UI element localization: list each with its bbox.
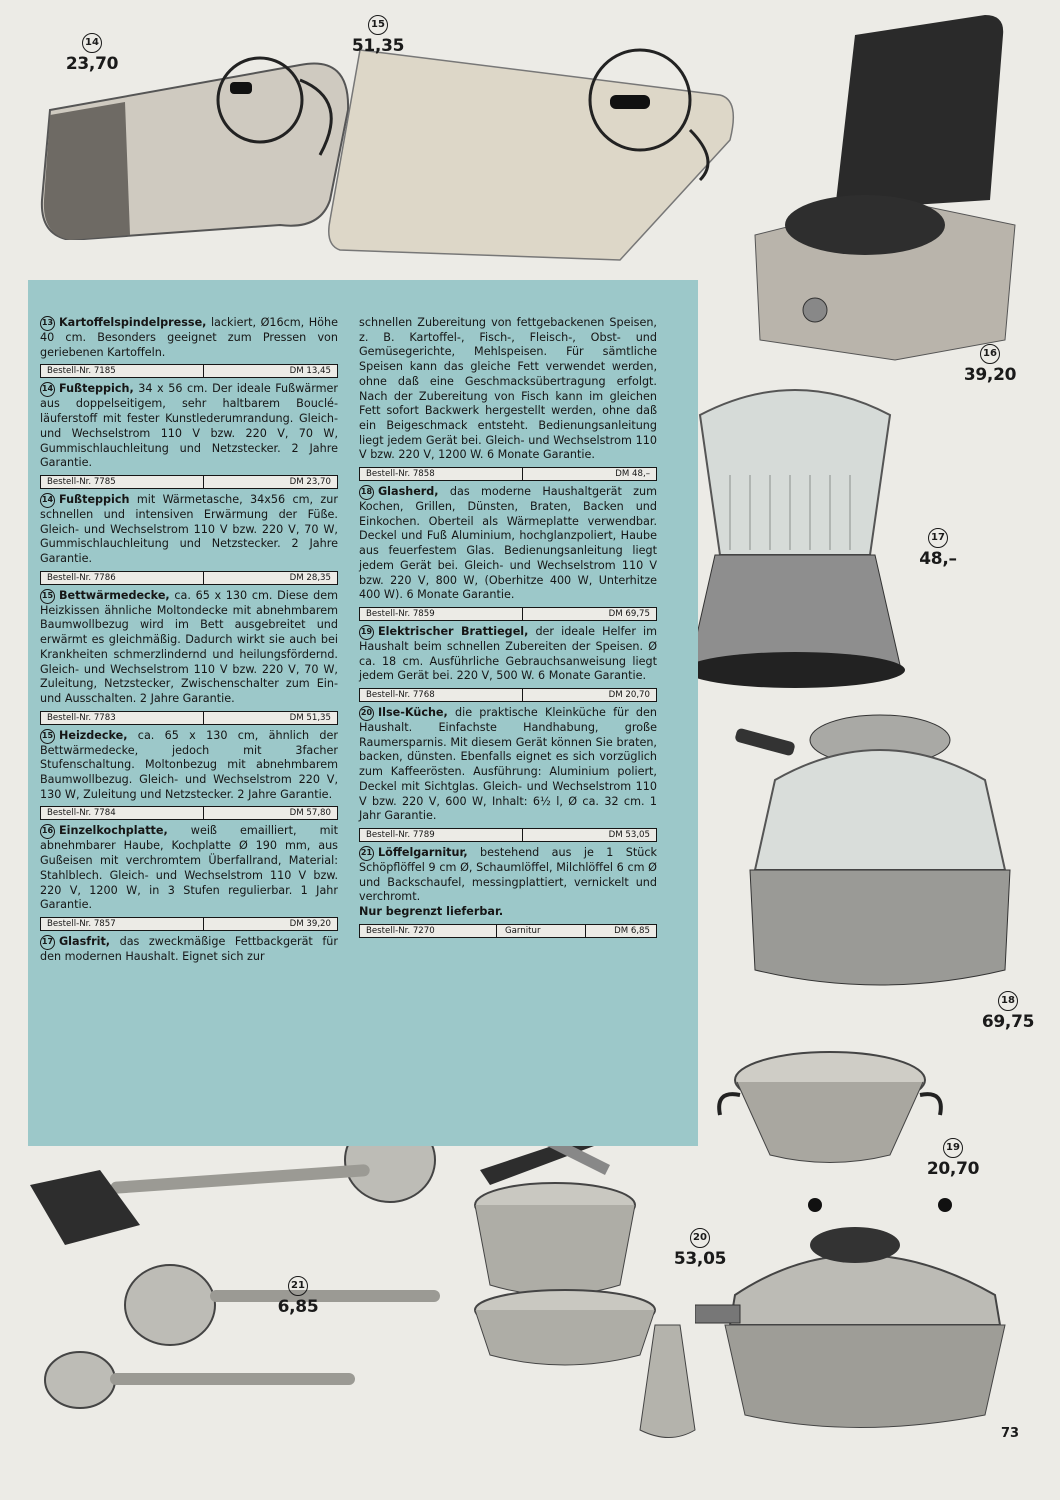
price-tag-21 bbox=[268, 1273, 328, 1317]
product-item-15 bbox=[40, 589, 338, 707]
order-price: DM 23,70 bbox=[289, 476, 331, 487]
order-box bbox=[40, 711, 338, 725]
item-number: 15 bbox=[40, 589, 55, 604]
cake-pans-photo bbox=[470, 1110, 710, 1450]
item-number: 21 bbox=[359, 846, 374, 861]
item-number: 14 bbox=[40, 493, 55, 508]
item-name: Kartoffelspindelpresse, bbox=[59, 316, 207, 329]
price-tag-number: 16 bbox=[980, 344, 1000, 364]
order-number: Bestell-Nr. 7785 bbox=[41, 476, 204, 488]
price-tag-number: 14 bbox=[82, 33, 102, 53]
item-description: ca. 65 x 130 cm, ähnlich der Bettwärmedecke, jedoch mit 3facher Stufenschaltung. Moltonbezug mit abnehmbarem Baumwollbezug. Gleich- und Wechselstrom 220 V, 130 W, Zuleitung und Netzstecker. 2 Jahre Garantie. bbox=[40, 728, 338, 801]
price-tag-value: 51,35 bbox=[351, 36, 405, 56]
product-item-20 bbox=[359, 706, 657, 824]
price-tag-number: 19 bbox=[943, 1138, 963, 1158]
item-description: weiß emailliert, mit abnehmbarer Haube, Kochplatte Ø 190 mm, aus Gußeisen mit verchromtem Überfallrand, Material: Stahlblech. Gleich- und Wechselstrom 110 V bzw. 220 V, 1200 W, in 3 Stufen regulierbar. 1 Jahr Garantie. bbox=[40, 824, 338, 912]
product-item-21 bbox=[359, 846, 657, 920]
price-tag-number: 18 bbox=[998, 991, 1018, 1011]
order-unit: Garnitur bbox=[497, 925, 586, 937]
item-number: 20 bbox=[359, 706, 374, 721]
product-item-16 bbox=[40, 824, 338, 913]
price-tag-value: 23,70 bbox=[65, 54, 119, 74]
order-price: DM 48,– bbox=[615, 469, 650, 480]
item-description: die praktische Kleinküche für den Haushalt. Einfachste Handhabung, große Raumersparnis. Mit diesem Gerät können Sie braten, backen, dünsten. Ebenfalls eignet es sich vorzüglich zum Kaffeerösten. Ausführung: Aluminium poliert, Deckel mit Sichtglas. Gleich- und Wechselstrom 110 V bzw. 220 V, 600 W, Inhalt: 6½ l, Ø ca. 32 cm. 1 Jahr Garantie. bbox=[359, 706, 657, 823]
order-price: DM 57,80 bbox=[289, 808, 331, 819]
order-box bbox=[359, 924, 657, 938]
item-description: lackiert, Ø16cm, Höhe 40 cm. Besonders geeignet zum Pressen von geriebenen Kartoffeln. bbox=[40, 316, 338, 359]
price-tag-20 bbox=[670, 1225, 730, 1269]
item-number: 14 bbox=[40, 382, 55, 397]
product-item-17-continued bbox=[359, 316, 657, 463]
item-name: Glasfrit, bbox=[59, 934, 111, 948]
order-price: DM 28,35 bbox=[289, 572, 331, 583]
order-box bbox=[40, 364, 338, 378]
item-number: 19 bbox=[359, 625, 374, 640]
price-tag-15 bbox=[348, 12, 408, 56]
order-box bbox=[40, 806, 338, 820]
item-name: Glasherd, bbox=[378, 485, 439, 499]
order-price: DM 20,70 bbox=[608, 690, 650, 701]
price-tag-16 bbox=[955, 341, 1025, 385]
item-description: das moderne Haushaltgerät zum Kochen, Grillen, Dünsten, Braten, Backen und Einkochen. Oberteil als Wärmeplatte verwendbar. Deckel und Fuß Aluminium, hochglanzpoliert, Haube aus feuerfestem Glas. Bedienungsanleitung liegt jedem Gerät bei. Gleich- und Wechselstrom 110 V bzw. 220 V, 800 W, (Oberhitze 400 W, Unterhitze 400 W). 6 Monate Garantie. bbox=[359, 485, 657, 602]
item-name: Heizdecke, bbox=[59, 728, 128, 742]
product-item-15b bbox=[40, 729, 338, 803]
product-item-18 bbox=[359, 485, 657, 603]
order-number: Bestell-Nr. 7857 bbox=[41, 918, 204, 930]
item-description: das zweckmäßige Fettbackgerät für den modernen Haushalt. Eignet sich zur bbox=[40, 934, 338, 963]
price-tag-value: 48,– bbox=[919, 549, 957, 569]
order-box bbox=[359, 607, 657, 621]
order-box bbox=[40, 571, 338, 585]
price-tag-value: 20,70 bbox=[926, 1159, 980, 1179]
product-item-14 bbox=[40, 382, 338, 471]
product-item-19 bbox=[359, 625, 657, 684]
order-box bbox=[40, 475, 338, 489]
order-number: Bestell-Nr. 7859 bbox=[360, 608, 523, 620]
order-price: DM 69,75 bbox=[608, 608, 650, 619]
price-tag-19 bbox=[918, 1135, 988, 1179]
order-number: Bestell-Nr. 7768 bbox=[360, 689, 523, 701]
item-name: Elektrischer Brattiegel, bbox=[378, 624, 529, 638]
page-number: 73 bbox=[1001, 1426, 1020, 1441]
order-number: Bestell-Nr. 7185 bbox=[41, 365, 204, 377]
item-name: Ilse-Küche, bbox=[378, 706, 448, 720]
product-item-13 bbox=[40, 316, 338, 360]
product-item-14b bbox=[40, 493, 338, 567]
order-price: DM 6,85 bbox=[614, 925, 650, 936]
order-number: Bestell-Nr. 7783 bbox=[41, 712, 204, 724]
order-box bbox=[359, 688, 657, 702]
price-tag-value: 6,85 bbox=[277, 1297, 319, 1317]
item-number: 13 bbox=[40, 316, 55, 331]
item-description: ca. 65 x 130 cm. Diese dem Heizkissen ähnliche Moltondecke mit abnehmbarem Baumwollbezug wird im Bett ausgebreitet und erwärmt es gleichmäßig. Dadurch wirkt sie auch bei Krankheiten schmerzlindernd und heilungsfördernd. Gleich- und Wechselstrom 110 V bzw. 220 V, 70 W, Zuleitung, Netzstecker, Zwischenschalter zum Ein- und Ausschalten. 2 Jahre Garantie. bbox=[40, 588, 338, 705]
price-tag-number: 15 bbox=[368, 15, 388, 35]
item-description: mit Wärmetasche, 34x56 cm, zur schnellen und intensiven Erwärmung der Füße. Gleich- und Wechselstrom 110 V bzw. 220 V, 70 W, Gummischlauchleitung und Netzstecker. 2 Jahre Garantie. bbox=[40, 492, 338, 566]
order-box bbox=[40, 917, 338, 931]
item-description: schnellen Zubereitung von fettgebackenen Speisen, z. B. Kartoffel-, Fisch-, Fleisch-, Obst- und Gemüsegerichte, Mehlspeisen. Für sämtliche Speisen kann das gleiche Fett verwendet werden, ohne daß eine Geschmacksübertragung erfolgt. Nach der Zubereitung von Fisch kann im gleichen Fett sofort Backwerk hergestellt werden, ohne daß ein Beigeschmack entsteht. Bedienungsanleitung liegt jedem Gerät bei. Gleich- und Wechselstrom 110 V bzw. 220 V, 1200 W. 6 Monate Garantie. bbox=[359, 316, 657, 462]
ladle-set-photo bbox=[20, 1115, 460, 1445]
item-name: Löffelgarnitur, bbox=[378, 845, 468, 859]
price-tag-number: 20 bbox=[690, 1228, 710, 1248]
item-number: 18 bbox=[359, 485, 374, 500]
description-column-left bbox=[40, 316, 338, 969]
price-tag-18 bbox=[978, 988, 1038, 1032]
bed-warmer-photo bbox=[320, 40, 740, 270]
ilse-kueche-photo bbox=[695, 1185, 1015, 1435]
item-description: 34 x 56 cm. Der ideale Fußwärmer aus doppelseitigem, sehr haltbarem Boucléläuferstoff mit fester Kunstlederumrandung. Gleich- und Wechselstrom 110 V bzw. 220 V, 70 W, Gummischlauchleitung und Netzstecker. 2 Jahre Garantie. bbox=[40, 382, 338, 470]
item-name: Fußteppich, bbox=[59, 382, 134, 396]
brattiegel-photo bbox=[715, 1040, 945, 1170]
hotplate-photo bbox=[745, 10, 1030, 365]
price-tag-number: 21 bbox=[288, 1276, 308, 1296]
price-tag-value: 69,75 bbox=[981, 1012, 1035, 1032]
price-tag-14 bbox=[62, 30, 122, 74]
description-column-right bbox=[359, 316, 657, 942]
order-price: DM 51,35 bbox=[289, 712, 331, 723]
availability-note: Nur begrenzt lieferbar. bbox=[359, 905, 504, 919]
item-description: bestehend aus je 1 Stück Schöpflöffel 9 cm Ø, Schaumlöffel, Milchlöffel 6 cm Ø und Backschaufel, messingplattiert, vernickelt und verchromt. bbox=[359, 845, 657, 904]
price-tag-value: 39,20 bbox=[963, 365, 1017, 385]
item-number: 15 bbox=[40, 729, 55, 744]
product-item-17 bbox=[40, 935, 338, 965]
item-number: 16 bbox=[40, 824, 55, 839]
item-number: 17 bbox=[40, 935, 55, 950]
order-number: Bestell-Nr. 7789 bbox=[360, 829, 523, 841]
glasfrit-photo bbox=[680, 365, 910, 690]
order-number: Bestell-Nr. 7786 bbox=[41, 572, 204, 584]
order-box bbox=[359, 828, 657, 842]
order-price: DM 53,05 bbox=[608, 829, 650, 840]
price-tag-number: 17 bbox=[928, 528, 948, 548]
order-number: Bestell-Nr. 7784 bbox=[41, 807, 204, 819]
item-name: Einzelkochplatte, bbox=[59, 824, 168, 838]
glasherd-photo bbox=[735, 700, 1025, 1015]
order-price: DM 13,45 bbox=[289, 366, 331, 377]
item-name: Fußteppich bbox=[59, 492, 130, 506]
price-tag-17 bbox=[908, 525, 968, 569]
order-price: DM 39,20 bbox=[289, 918, 331, 929]
order-number: Bestell-Nr. 7858 bbox=[360, 468, 523, 480]
price-tag-value: 53,05 bbox=[673, 1249, 727, 1269]
order-number: Bestell-Nr. 7270 bbox=[360, 925, 497, 937]
item-name: Bettwärmedecke, bbox=[59, 588, 170, 602]
item-description: der ideale Helfer im Haushalt beim schnellen Zubereiten der Speisen. Ø ca. 18 cm. Ausführliche Gebrauchsanweisung liegt jedem Gerät bei. 220 V, 500 W. 6 Monate Garantie. bbox=[359, 624, 657, 683]
order-box bbox=[359, 467, 657, 481]
